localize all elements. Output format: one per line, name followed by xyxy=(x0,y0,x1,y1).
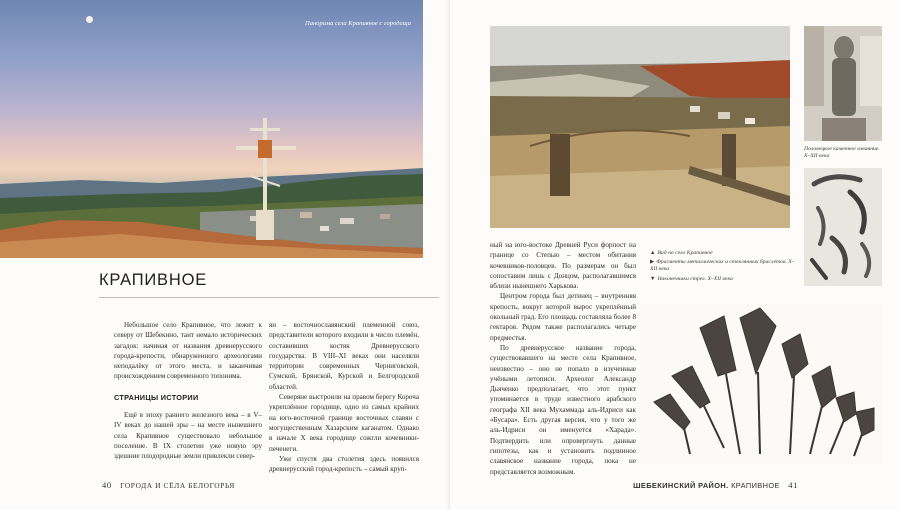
cross-icon xyxy=(232,116,300,242)
bracelets-illustration xyxy=(804,168,882,286)
right-page xyxy=(450,0,900,510)
caption-marker-icon: ▶ xyxy=(650,259,655,266)
left-footer xyxy=(96,480,235,490)
village-view-photo xyxy=(490,26,790,228)
body-paragraph: Северяне выстроили на правом берегу Короча укреплённое городище, одно из самых крайних на юго-восточной границе восточных славян с могущественным Хазарским каганатом. Однако в начале X века городище сожгли кочевники-печенеги. xyxy=(269,393,419,453)
body-paragraph: Центром города был детинец – внутренняя крепость, вокруг которой вырос укреплённый окольный град. Его площадь составляла более 8 гектаров. Рядом также располагались четыре предместья. xyxy=(490,292,636,342)
hero-landscape xyxy=(0,168,423,258)
region-name: ШЕБЕКИНСКИЙ РАЙОН. xyxy=(633,481,729,490)
right-footer xyxy=(504,480,804,490)
place-name: КРАПИВНОЕ xyxy=(731,481,780,490)
caption-item: ▼ Наконечники стрел. X–XII века xyxy=(650,275,733,282)
body-paragraph: ный на юго-востоке Древней Руси форпост на границе со Степью – местом обитания кочевников-половцев. По размерам он был сопоставим лишь с Донцом, располагавшимся вблизи нынешнего Харькова. xyxy=(490,241,636,291)
caption-item: ▲ Вид на село Крапивное xyxy=(650,250,713,256)
stone-statue-photo xyxy=(804,26,882,141)
arrowheads-photo xyxy=(640,304,882,464)
section-heading: СТРАНИЦЫ ИСТОРИИ xyxy=(114,392,199,402)
caption-marker-icon: ▲ xyxy=(650,250,656,256)
caption-list xyxy=(650,250,798,285)
page-number: 40 xyxy=(102,480,112,490)
caption-item: ▶ Фрагменты металлических и стеклянных браслетов. X–XII века xyxy=(650,259,795,273)
caption-marker-icon: ▼ xyxy=(650,275,656,282)
village-view-illustration xyxy=(490,26,790,228)
history-paragraph: Ещё в эпоху раннего железного века – в V–IV веках до нашей эры – на месте нынешнего села Крапивное существовало небольшое поселение. В IX столетии уже новую эру здешние плодородные земли привлекли север- xyxy=(114,411,262,461)
article-title: КРАПИВНОЕ xyxy=(99,271,208,289)
left-column-2 xyxy=(269,320,419,474)
title-divider xyxy=(99,297,439,298)
page-number: 41 xyxy=(788,480,798,490)
running-title: ГОРОДА И СЁЛА БЕЛОГОРЬЯ xyxy=(120,481,235,490)
bracelets-photo xyxy=(804,168,882,286)
intro-paragraph: Небольшое село Крапивное, что лежит к северу от Шебекино, таит немало исторических загадок: начиная от названия древнерусского города-крепости, обнаруженного археологами неподалёку от этого места, и заканчивая происхождением современного топонима. xyxy=(114,321,262,381)
right-column-1 xyxy=(490,240,636,477)
hero-caption: Панорама села Крапивное с городища xyxy=(305,20,411,27)
arrowheads-illustration xyxy=(640,304,882,464)
statue-illustration xyxy=(804,26,882,141)
body-paragraph: Уже спустя два столетия здесь появился древнерусский город-крепость – самый круп- xyxy=(269,454,419,474)
moon xyxy=(86,16,93,23)
body-paragraph: ян – восточнославянский племенной союз, представители которого входили в число племён, составивших костяк Древнерусского государства. В VIII–XI веках они населяли территории современных Черниговской, Сумской, Брянской, Курской и Белгородской областей. xyxy=(269,321,419,391)
statue-caption: Половецкое каменное изваяние. X–XII века xyxy=(804,146,880,160)
hero-photo xyxy=(0,0,423,258)
body-paragraph: По древнерусское название города, существовавшего на месте села Крапивное, неизвестно – оно не попало в изученные учёными летописи. Археолог Александр Дьяченко предполагает, что этот пункт упоминается в труде известного арабского географа XII века Мухаммада аль-Идриси как «Бусара». Есть другая версия, что у того же аль-Идриси он именуется «Харада». Подтвердить или опровергнуть данные гипотезы, как и установить подлинное славянское название города, пока не представляется возможным. xyxy=(490,343,636,476)
left-column-1 xyxy=(114,320,262,462)
